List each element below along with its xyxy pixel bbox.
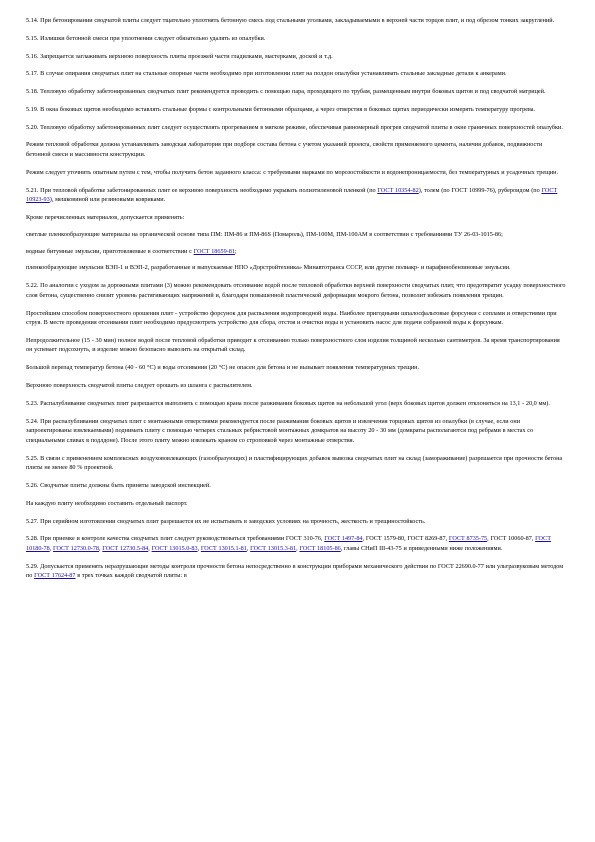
gost-link[interactable]: ГОСТ 17624-87 bbox=[34, 572, 76, 580]
gost-link[interactable]: ГОСТ 10354-82 bbox=[377, 186, 419, 194]
paragraph-text: ), мешковиной или резиновыми ковриками. bbox=[49, 196, 166, 204]
paragraph-text: 5.28. При приемке и контроле качества сводчатых плит следует руководствоваться требованиями ГОСТ 310-76, bbox=[26, 535, 325, 543]
paragraph-text: , bbox=[49, 544, 54, 552]
paragraph bbox=[26, 336, 567, 355]
paragraph-text: 5.14. При бетонировании сводчатой плиты следует тщательно уплотнять бетонную смесь под стальными уголками, закладываемыми в верхней части торцов плит, и под обрезом тонких закруглений. bbox=[26, 17, 555, 24]
paragraph bbox=[26, 363, 567, 373]
paragraph bbox=[26, 105, 567, 115]
paragraph-text: пленкообразующие эмульсии ВЭП-1 и ВЭП-2, разработанные и выпускаемые НПО «Дорстройтехника» Минавтотранса СССР, или другие полиакр- и парафинобензиновые эмульсии. bbox=[26, 264, 511, 272]
paragraph-text: , bbox=[99, 544, 103, 552]
paragraph-text: 5.26. Сводчатые плиты должны быть приняты заводской инспекцией. bbox=[26, 481, 211, 489]
paragraph-text: 5.16. Запрещается заглаживать верхнюю поверхность плиты проезжей части гладилками, мастерками, доской и т.д. bbox=[26, 52, 333, 60]
paragraph-text: 5.25. В связи с применением комплексных воздухововлекающих (газообразующих) и пластифицирующих добавок вывозка сводчатых плит на склад (замораживание) разрешается при прочности бетона плиты не менее 80 % проектной. bbox=[26, 454, 563, 472]
paragraph bbox=[26, 69, 567, 79]
gost-link[interactable]: ГОСТ 13015.0-83 bbox=[151, 544, 198, 552]
paragraph-text: ; bbox=[234, 247, 237, 255]
paragraph-text: в трех точках каждой сводчатой плиты: в bbox=[75, 572, 187, 580]
paragraph-text: , ГОСТ 10060-87, bbox=[487, 535, 536, 543]
paragraph bbox=[26, 34, 567, 44]
gost-link[interactable]: ГОСТ 18659-81 bbox=[193, 247, 235, 255]
paragraph-text: Большой перепад температур бетона (40 - 60 °С) и воды отсеивания (20 °С) не опасен для бетона и не вызывает появления температурных трещин. bbox=[26, 364, 420, 372]
gost-link[interactable]: ГОСТ 13015.1-81 bbox=[200, 544, 247, 552]
paragraph-text: ), толем (по ГОСТ 10999-76), рубероидом (по bbox=[418, 186, 542, 194]
paragraph bbox=[26, 186, 567, 205]
paragraph bbox=[26, 481, 567, 491]
paragraph bbox=[26, 417, 567, 446]
paragraph-text: Кроме перечисленных материалов, допускается применять: bbox=[26, 214, 185, 221]
paragraph bbox=[26, 213, 567, 223]
gost-link[interactable]: ГОСТ 13015.3-81 bbox=[250, 544, 297, 552]
paragraph-text: Непродолжительное (15 - 30 мин) полное водой после тепловой обработки приводит к отсеиванию только поверхностного слоя изделия толщиной несколько сантиметров. За время транспортирования он успевает подсохнуть, и изделие можно безопасно вывозить на открытый склад. bbox=[26, 336, 560, 354]
paragraph bbox=[26, 534, 567, 553]
gost-link[interactable]: ГОСТ 8735-75 bbox=[448, 535, 488, 543]
paragraph-text: Режим тепловой обработки должна устанавливать заводская лаборатория при подборе состава бетона с учетом указаний проекта, свойств применяемого цемента, наличия добавок, подвижности бетонной смеси и массивности конструкции. bbox=[26, 141, 543, 159]
paragraph-text: 5.22. По аналогии с уходом за дорожными плитами (3) можно рекомендовать отсеивание водой после тепловой обработки верхней поверхности сводчатых плит, что предотвратит усадку поверхностного слоя бетона, существенно снизит уровень растягивающих напряжений и, благодаря повышенной пластической деформации мокрого бетона, позволит избежать появления трещин. bbox=[26, 282, 566, 299]
paragraph bbox=[26, 168, 567, 178]
paragraph-text: 5.23. Распалубливание сводчатых плит разрешается выполнять с помощью крана после разжимания боковых щитов на небольшой угол (верх боковых щитов должен отклоняться на 13,1 - 20,0 мм). bbox=[26, 399, 550, 407]
paragraph bbox=[26, 499, 567, 509]
paragraph bbox=[26, 87, 567, 97]
gost-link[interactable]: ГОСТ 10923-93 bbox=[26, 186, 558, 204]
paragraph-text: Режим следует уточнить опытным путем с тем, чтобы получить бетон заданного класса: с требуемыми марками по морозостойкости и водонепроницаемости, без температурных и усадочных трещин. bbox=[26, 168, 559, 176]
paragraph-text: 5.21. При тепловой обработке забетонированных плит ее верхнюю поверхность необходимо укрывать полиэтиленовой пленкой (по bbox=[26, 186, 378, 194]
paragraph-text: , bbox=[296, 544, 300, 552]
paragraph bbox=[26, 52, 567, 62]
paragraph-text: 5.27. При серийном изготовлении сводчатых плит разрешается их не испытывать в заводских условиях на прочность, жесткость и трещиностойкость. bbox=[26, 517, 426, 525]
paragraph bbox=[26, 562, 567, 581]
gost-link[interactable]: ГОСТ 12730.5-84 bbox=[102, 544, 149, 552]
paragraph bbox=[26, 517, 567, 527]
paragraph bbox=[26, 16, 567, 26]
paragraph-text: , bbox=[148, 544, 152, 552]
paragraph bbox=[26, 309, 567, 328]
gost-link[interactable]: ГОСТ 12730.0-78 bbox=[53, 544, 99, 552]
paragraph-text: 5.24. При распалубливании сводчатых плит с монтажными отверстиями рекомендуется после разжимания боковых щитов и извлечения торцовых щитов из опалубки (в случае, если они запроектированы извлекаемыми) поднимать плиту с помощью четырех стальных ребристовой монтажных домкратов на высоту 20 - 30 мм (домкраты располагаются под ребрами в местах со специальными сливах в подлдоне). После этого плиту можно извлекать краном со строповкой через монтажные отверстия. bbox=[26, 417, 534, 444]
paragraph-text: , ГОСТ 1579-80, ГОСТ 8269-87, bbox=[362, 535, 449, 543]
paragraph bbox=[26, 247, 567, 257]
paragraph-text: , bbox=[197, 544, 201, 552]
paragraph bbox=[26, 230, 567, 240]
paragraph-text: 5.18. Тепловую обработку забетонированных сводчатых плит рекомендуется проводить с помощью пара, проходящего по трубам, размещенным внутри боковых щитов и под сводчатой матрицей. bbox=[26, 88, 546, 96]
gost-link[interactable]: ГОСТ 18105-86 bbox=[299, 544, 341, 552]
paragraph bbox=[26, 123, 567, 133]
paragraph bbox=[26, 454, 567, 473]
gost-link[interactable]: ГОСТ 1497-84 bbox=[324, 535, 363, 543]
paragraph-text: , bbox=[246, 544, 251, 552]
paragraph-text: 5.15. Излишки бетонной смеси при уплотнении следует обязательно удалять из опалубки. bbox=[26, 34, 266, 42]
paragraph-text: 5.17. В случае опирания сводчатых плит на стальные опорные части необходимо при изготовлении плит на полдон опалубки устанавливать стальные закладные детали к анкерами. bbox=[26, 70, 507, 78]
paragraph bbox=[26, 381, 567, 391]
paragraph-text: 5.19. В окна боковых щитов необходимо вставлять стальные формы с контрольными бетонными образцами, а через отверстия в боковых щитах периодически измерять температуру прогрева. bbox=[26, 105, 536, 113]
paragraph-text: Простейшим способом поверхностного орошения плит - устройство форсунок для распыления водопроводной воды. Наиболее пригодными шпалосфальтовые форсунки с соплами и отверстиями при струя. В месте проведения отсеивания плит необходимо предусмотреть устройство для сбора, отстоя и очистки воды и установить насос для подачи собранной воды к форсункам. bbox=[26, 309, 557, 327]
paragraph-text: 5.20. Тепловую обработку забетонированных плит следует осуществлять прогреванием в мягком режиме, обеспечивая равномерный прогрев сводчатой плиты в окне граничных поверхностей опалубки. bbox=[26, 123, 563, 131]
paragraph-text: водные битумные эмульсии, приготовляемые в соответствии с bbox=[26, 247, 194, 255]
gost-link[interactable]: ГОСТ 10180-78 bbox=[26, 535, 551, 552]
paragraph-text: 5.29. Допускается применять неразрушающие методы контроля прочности бетона непосредственно в конструкции приборами механического действия по ГОСТ 22690.0-77 или ультразвуковым методом по bbox=[26, 562, 564, 580]
paragraph-text: На каждую плиту необходимо составить отдельный паспорт. bbox=[26, 499, 188, 507]
paragraph-text: светлые пленкообразующие материалы на органической основе типа ПМ: ПМ-86 и ПМ-86S (Помароль), ПМ-100М, ПМ-100АМ в соответствии с требованиями ТУ 26-03-1015-86; bbox=[26, 230, 503, 238]
paragraph bbox=[26, 263, 567, 273]
paragraph bbox=[26, 399, 567, 409]
paragraph bbox=[26, 140, 567, 159]
paragraph-text: Верхнюю поверхность сводчатой плиты следует орошать из шланга с распылителем. bbox=[26, 382, 253, 390]
paragraph bbox=[26, 281, 567, 300]
paragraph-text: , главы СНиП III-43-75 и приведенными ниже положениями. bbox=[340, 544, 503, 552]
